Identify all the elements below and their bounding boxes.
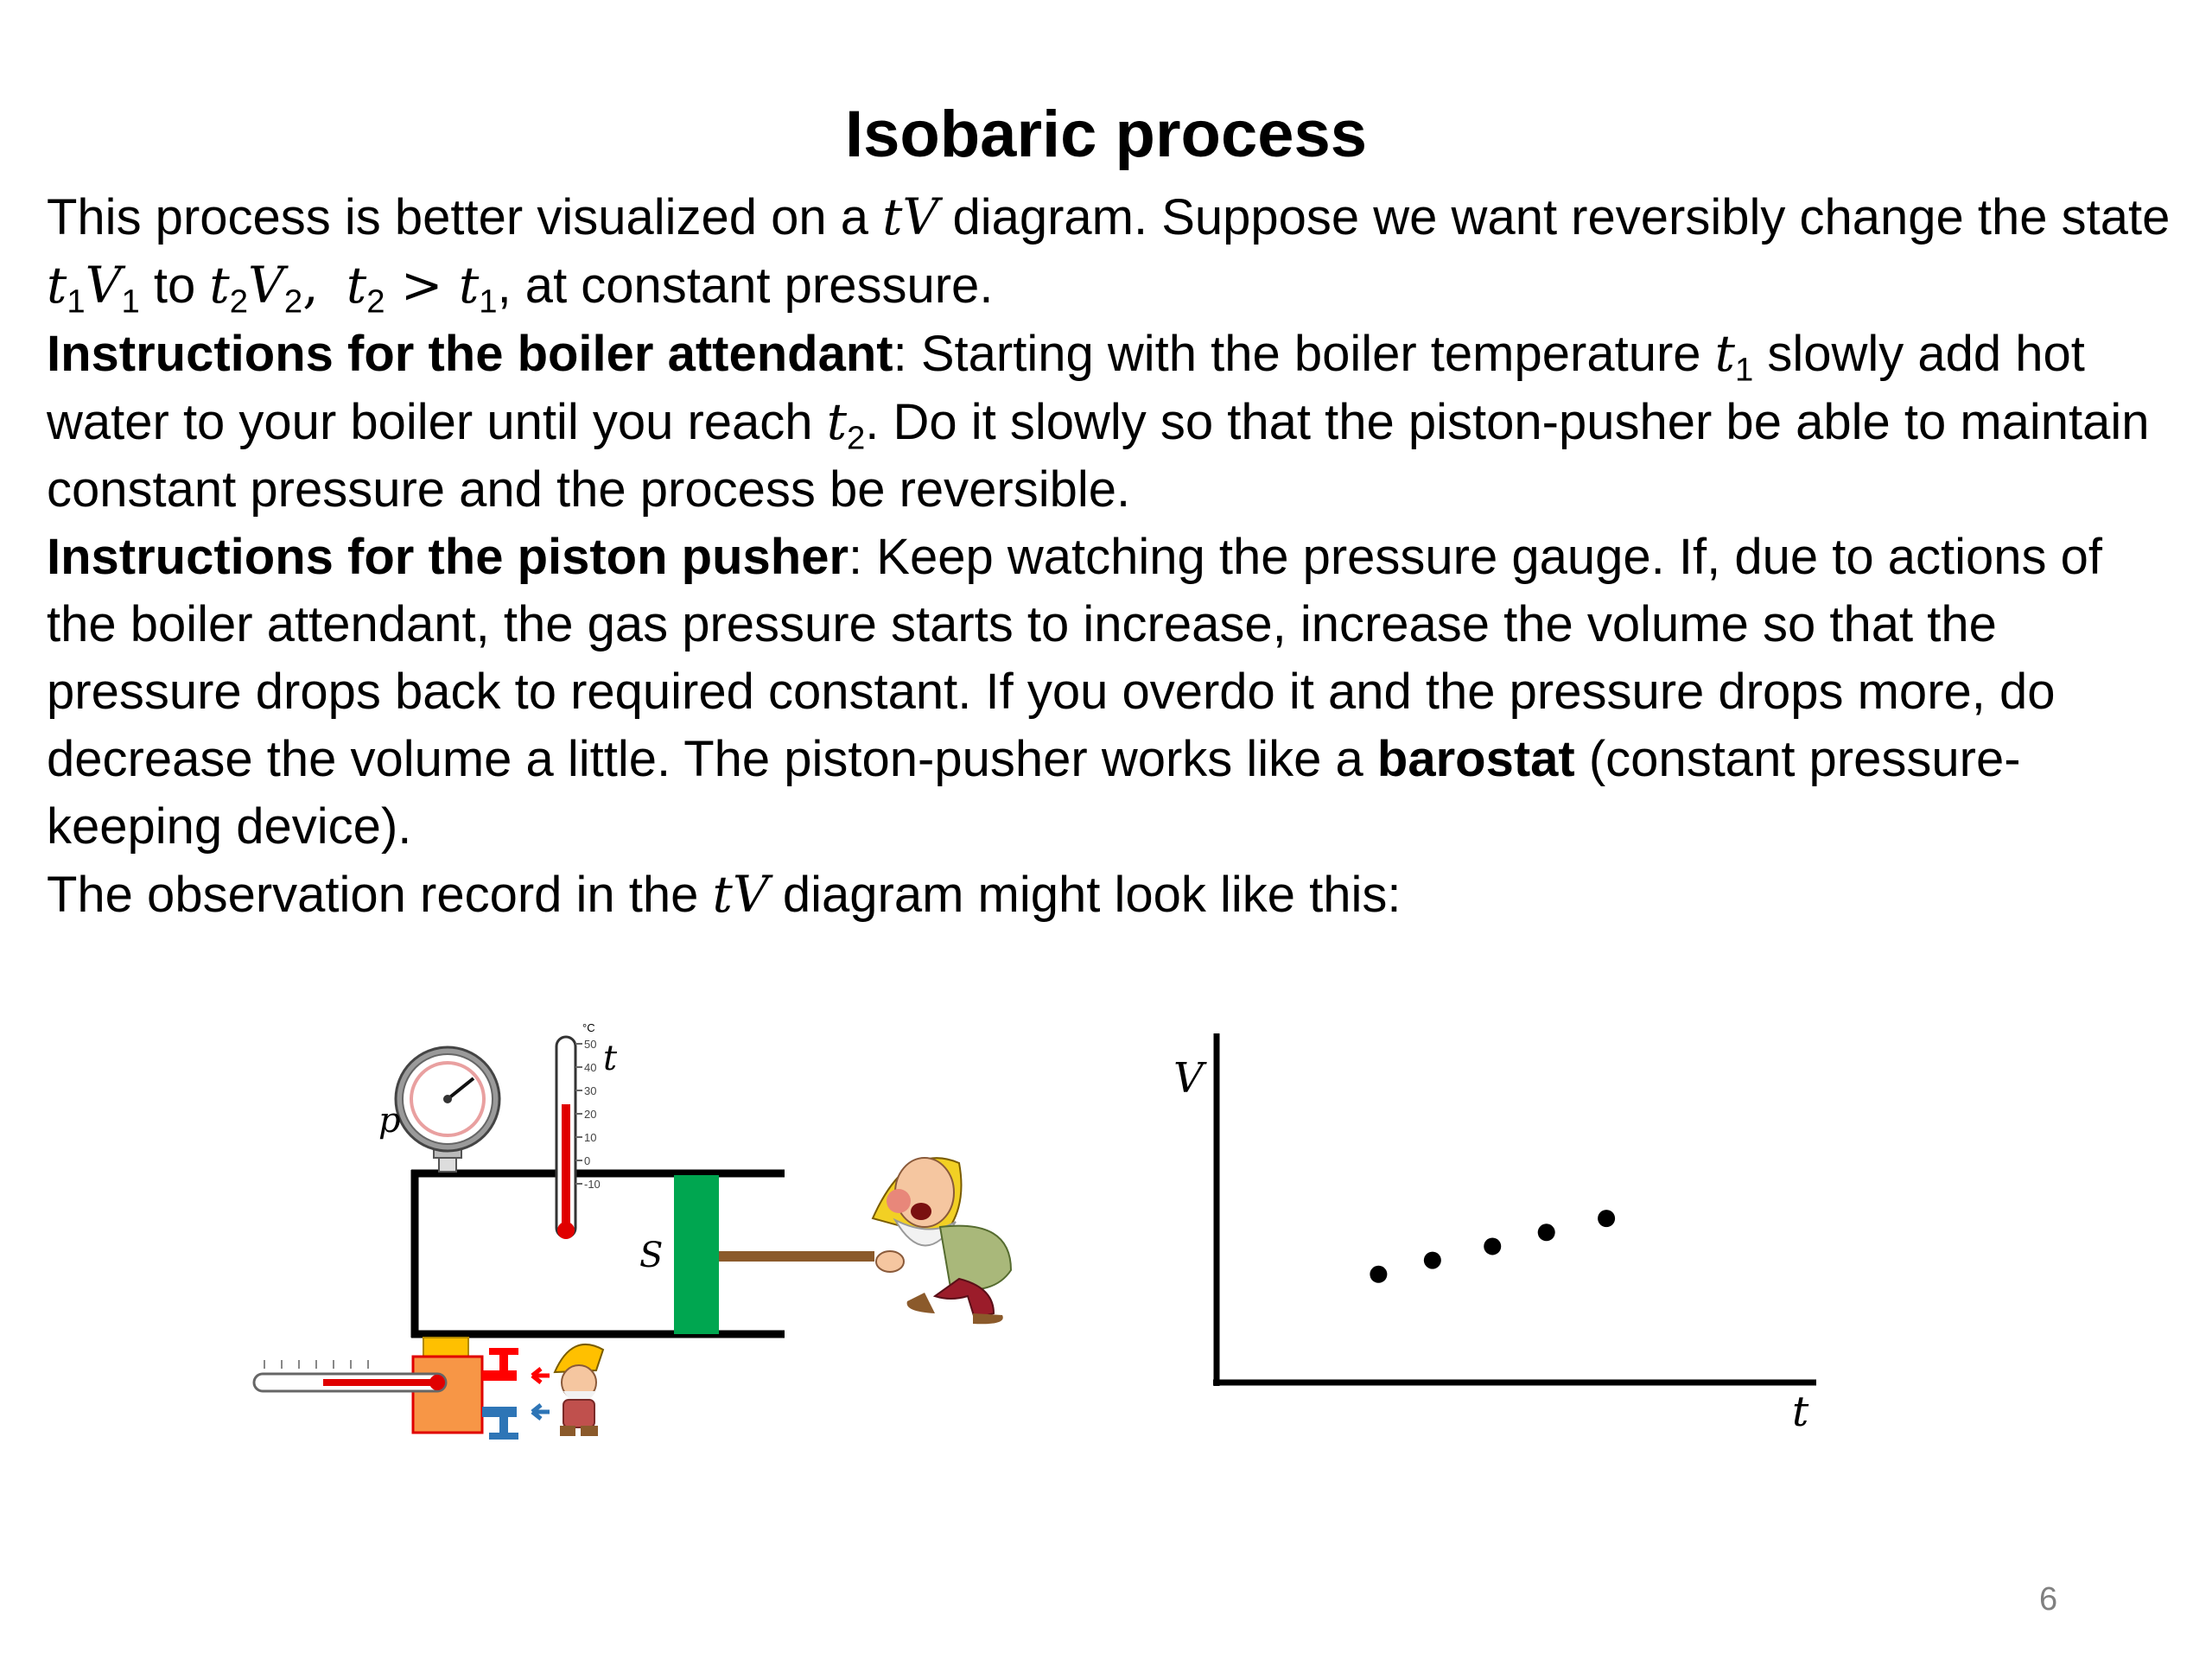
thermometer-tick-label: 20 xyxy=(584,1108,597,1121)
x-axis-label: t xyxy=(1792,1388,1809,1436)
page-number: 6 xyxy=(2039,1581,2058,1618)
boiler-instructions-paragraph: Instructions for the boiler attendant: Starting with the boiler temperature $t_1$ slowly add hot water to your boiler until you reach $t_2$. Do it slowly so that the piston-pusher be able to maintain constant pressure and the process be reversible. xyxy=(47,324,2150,518)
data-point xyxy=(1424,1252,1441,1269)
intro-paragraph: This process is better visualized on a tV diagram. Suppose we want reversibly change the state $t_1V_1$ to $t_2V_2$, $t_2 > t_1$, at constant pressure. xyxy=(47,188,2171,321)
thermometer-tick-label: 30 xyxy=(584,1084,597,1097)
data-point xyxy=(1370,1266,1387,1283)
tv-symbol: tV xyxy=(882,188,939,246)
slide-title: Isobaric process xyxy=(844,98,1368,171)
boiler-heater xyxy=(413,1357,482,1433)
heater-plate xyxy=(423,1338,468,1357)
thermometer-tick-label: 40 xyxy=(584,1061,597,1074)
observation-paragraph: The observation record in the tV diagram might look like this: xyxy=(47,865,1402,924)
temperature-label: t xyxy=(603,1039,618,1078)
thermometer-icon xyxy=(556,1021,601,1239)
cold-water-valve-icon xyxy=(482,1405,550,1440)
piston xyxy=(674,1175,719,1334)
pressure-label: p xyxy=(378,1101,401,1141)
isobaric-apparatus-diagram xyxy=(233,1011,1046,1460)
slide-body xyxy=(47,183,2172,929)
piston-rod xyxy=(719,1251,874,1262)
boiler-attendant-dwarf-icon xyxy=(555,1344,603,1436)
hot-water-valve-icon xyxy=(482,1348,550,1382)
data-point xyxy=(1484,1237,1501,1255)
piston-instructions-paragraph: Instructions for the piston pusher: Keep watching the pressure gauge. If, due to actions of the boiler attendant, the gas pressure starts to increase, increase the volume so that the pressure drops back to required constant. If you overdo it and the pressure drops more, do decrease the volume a little. The piston-pusher works like a barostat (constant pressure-keeping device). xyxy=(47,529,2102,855)
thermometer-unit: °C xyxy=(582,1021,595,1034)
piston-pusher-dwarf-icon xyxy=(873,1158,1011,1324)
thermometer-tick-label: -10 xyxy=(584,1178,601,1191)
thermometer-tick-label: 0 xyxy=(584,1154,591,1167)
thermometer-tick-label: 10 xyxy=(584,1131,597,1144)
pressure-gauge-icon xyxy=(396,1047,499,1172)
data-point xyxy=(1538,1224,1555,1241)
y-axis-label: V xyxy=(1173,1054,1204,1103)
data-point xyxy=(1598,1210,1615,1227)
thermometer-tick-label: 50 xyxy=(584,1038,597,1051)
tv-diagram-chart xyxy=(1158,1011,1866,1460)
piston-label: S xyxy=(639,1236,664,1275)
